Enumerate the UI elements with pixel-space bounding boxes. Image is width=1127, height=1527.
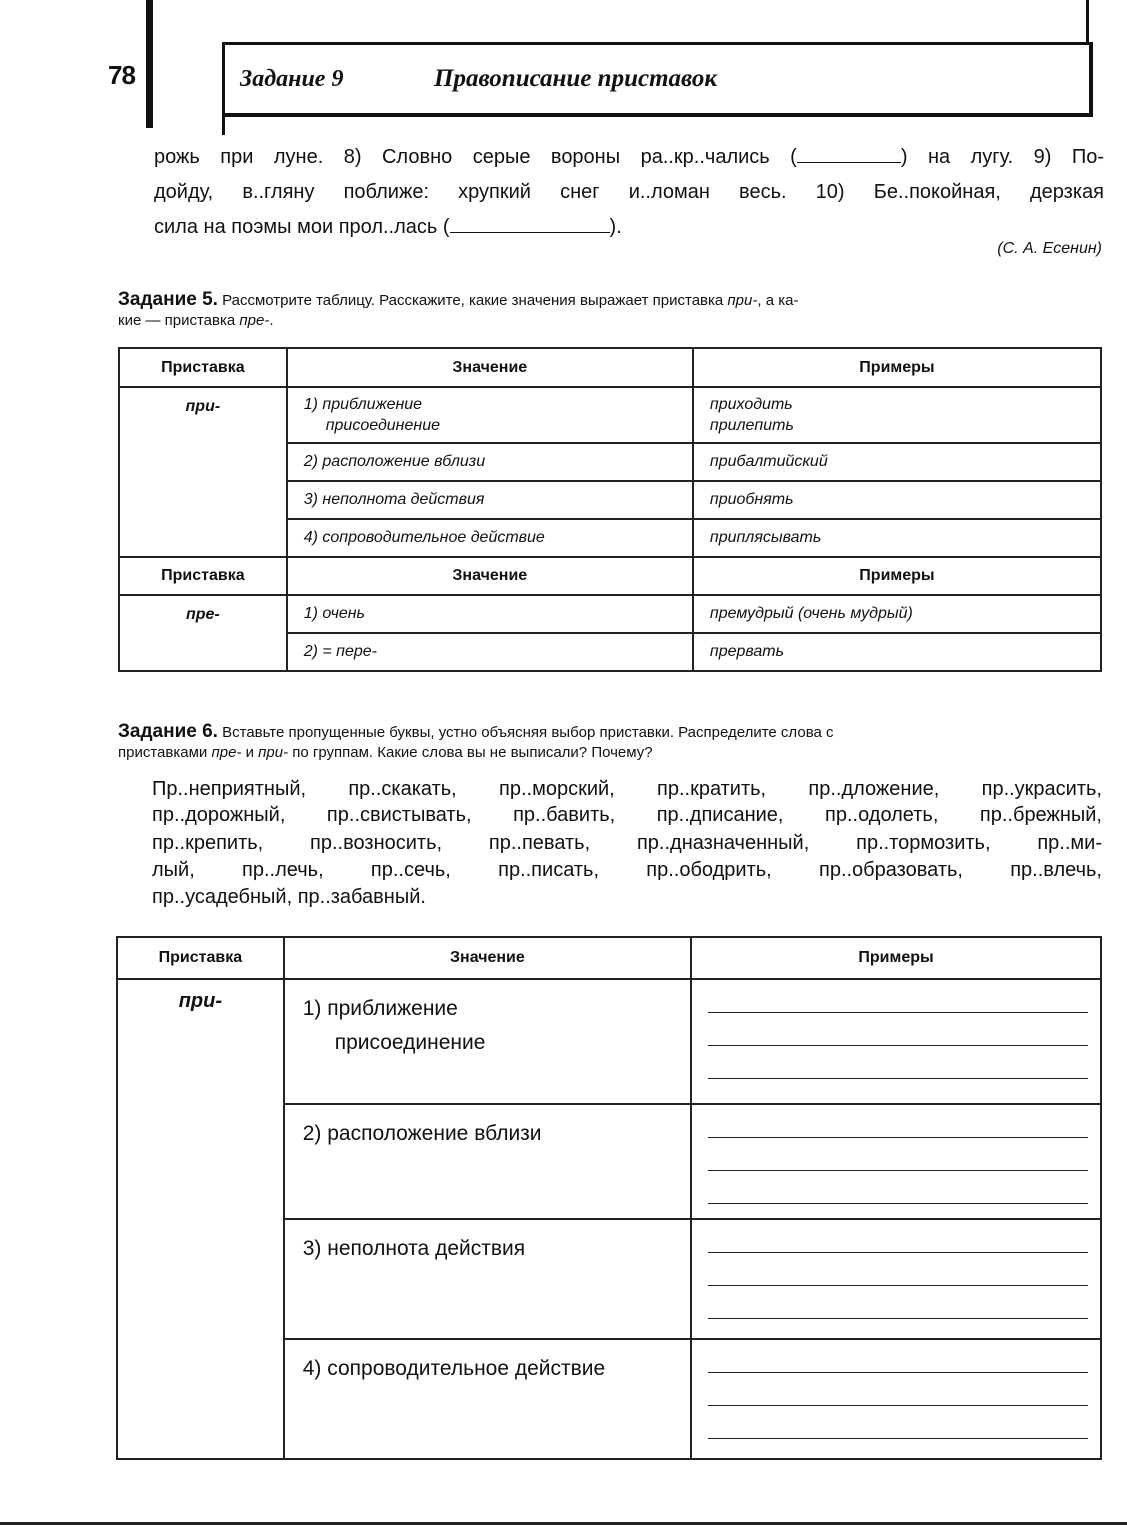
column-header: Значение <box>287 557 693 595</box>
table-row <box>119 595 1101 633</box>
meaning-cell: 1) очень <box>287 595 693 633</box>
column-header: Значение <box>284 937 691 979</box>
column-header: Примеры <box>693 557 1101 595</box>
answer-line[interactable] <box>708 1138 1088 1171</box>
word-list-line: пр..дорожный, пр..свистывать, пр..бавить, пр..дписание, пр..одолеть, пр..брежный, <box>152 804 1102 826</box>
meaning-cell: 2) расположение вблизи <box>284 1104 691 1219</box>
example-cell: приплясывать <box>693 519 1101 557</box>
answer-line[interactable] <box>708 980 1088 1013</box>
table-row <box>117 979 1101 1104</box>
poem-line-2: дойду, в..гляну поближе: хрупкий снег и..ломан весь. 10) Бе..покойная, дерзкая <box>154 181 1104 203</box>
answer-line[interactable] <box>708 1013 1088 1046</box>
meaning-cell: 4) сопроводительное действие <box>287 519 693 557</box>
task6-label: Задание 6. <box>118 721 218 742</box>
task5-instructions: Задание 5. Рассмотрите таблицу. Расскажите, какие значения выражает приставка при-, а ка- кие — приставка пре-. <box>118 289 799 329</box>
prefix-meaning-table <box>118 347 1102 672</box>
example-cell: приходить прилепить <box>693 387 1101 443</box>
column-header: Приставка <box>117 937 284 979</box>
page-number: 78 <box>108 60 135 90</box>
table-row <box>119 387 1101 443</box>
column-header: Примеры <box>691 937 1101 979</box>
meaning-cell: 3) неполнота действия <box>287 481 693 519</box>
task-label: Задание 9 <box>240 66 344 92</box>
examples-answer-cell[interactable] <box>691 1219 1101 1339</box>
answer-blank[interactable] <box>450 214 610 233</box>
header-right-bar <box>1086 0 1089 44</box>
meaning-cell: 2) = пере- <box>287 633 693 671</box>
answer-line[interactable] <box>708 1286 1088 1319</box>
column-header: Приставка <box>119 557 287 595</box>
column-header: Значение <box>287 348 693 387</box>
meaning-cell: 3) неполнота действия <box>284 1219 691 1339</box>
example-cell: прервать <box>693 633 1101 671</box>
meaning-cell: 1) приближение присоединение <box>287 387 693 443</box>
examples-answer-cell[interactable] <box>691 1339 1101 1459</box>
answer-line[interactable] <box>708 1373 1088 1406</box>
meaning-cell: 1) приближение присоединение <box>284 979 691 1104</box>
word-list-line: лый, пр..лечь, пр..сечь, пр..писать, пр..ободрить, пр..образовать, пр..влечь, <box>152 859 1102 881</box>
fill-in-table <box>116 936 1102 1460</box>
meaning-cell: 2) расположение вблизи <box>287 443 693 481</box>
answer-blank[interactable] <box>797 144 901 163</box>
column-header: Примеры <box>693 348 1101 387</box>
answer-line[interactable] <box>708 1340 1088 1373</box>
prefix-cell: при- <box>117 979 284 1459</box>
answer-line[interactable] <box>708 1171 1088 1204</box>
examples-answer-cell[interactable] <box>691 1104 1101 1219</box>
word-list-line: пр..крепить, пр..возносить, пр..певать, пр..дназначенный, пр..тормозить, пр..ми- <box>152 832 1102 854</box>
answer-line[interactable] <box>708 1105 1088 1138</box>
poem-line-3: сила на поэмы мои прол..лась ( ). <box>154 216 622 238</box>
example-cell: приобнять <box>693 481 1101 519</box>
example-cell: прибалтийский <box>693 443 1101 481</box>
task5-label: Задание 5. <box>118 289 218 310</box>
prefix-cell: при- <box>119 387 287 557</box>
task6-instructions: Задание 6. Вставьте пропущенные буквы, устно объясняя выбор приставки. Распределите слова с приставками пре- и при- по группам. Какие слова вы не выписали? Почему? <box>118 721 834 761</box>
answer-line[interactable] <box>708 1406 1088 1439</box>
poem-author: (С. А. Есенин) <box>997 240 1102 257</box>
answer-line[interactable] <box>708 1220 1088 1253</box>
header-vertical-bar <box>146 0 153 128</box>
answer-line[interactable] <box>708 1046 1088 1079</box>
table-header-row <box>119 348 1101 387</box>
column-header: Приставка <box>119 348 287 387</box>
poem-line-1: рожь при луне. 8) Словно серые вороны ра..кр..чались ( ) на лугу. 9) По- <box>154 146 1105 168</box>
table-header-row <box>119 557 1101 595</box>
page-bottom-rule <box>0 1522 1127 1525</box>
answer-line[interactable] <box>708 1253 1088 1286</box>
meaning-cell: 4) сопроводительное действие <box>284 1339 691 1459</box>
examples-answer-cell[interactable] <box>691 979 1101 1104</box>
prefix-cell: пре- <box>119 595 287 671</box>
page-title: Правописание приставок <box>434 65 718 92</box>
word-list-line: Пр..неприятный, пр..скакать, пр..морский, пр..кратить, пр..дложение, пр..украсить, <box>152 778 1102 800</box>
example-cell: премудрый (очень мудрый) <box>693 595 1101 633</box>
word-list-line: пр..усадебный, пр..забавный. <box>152 886 426 908</box>
table-header-row <box>117 937 1101 979</box>
